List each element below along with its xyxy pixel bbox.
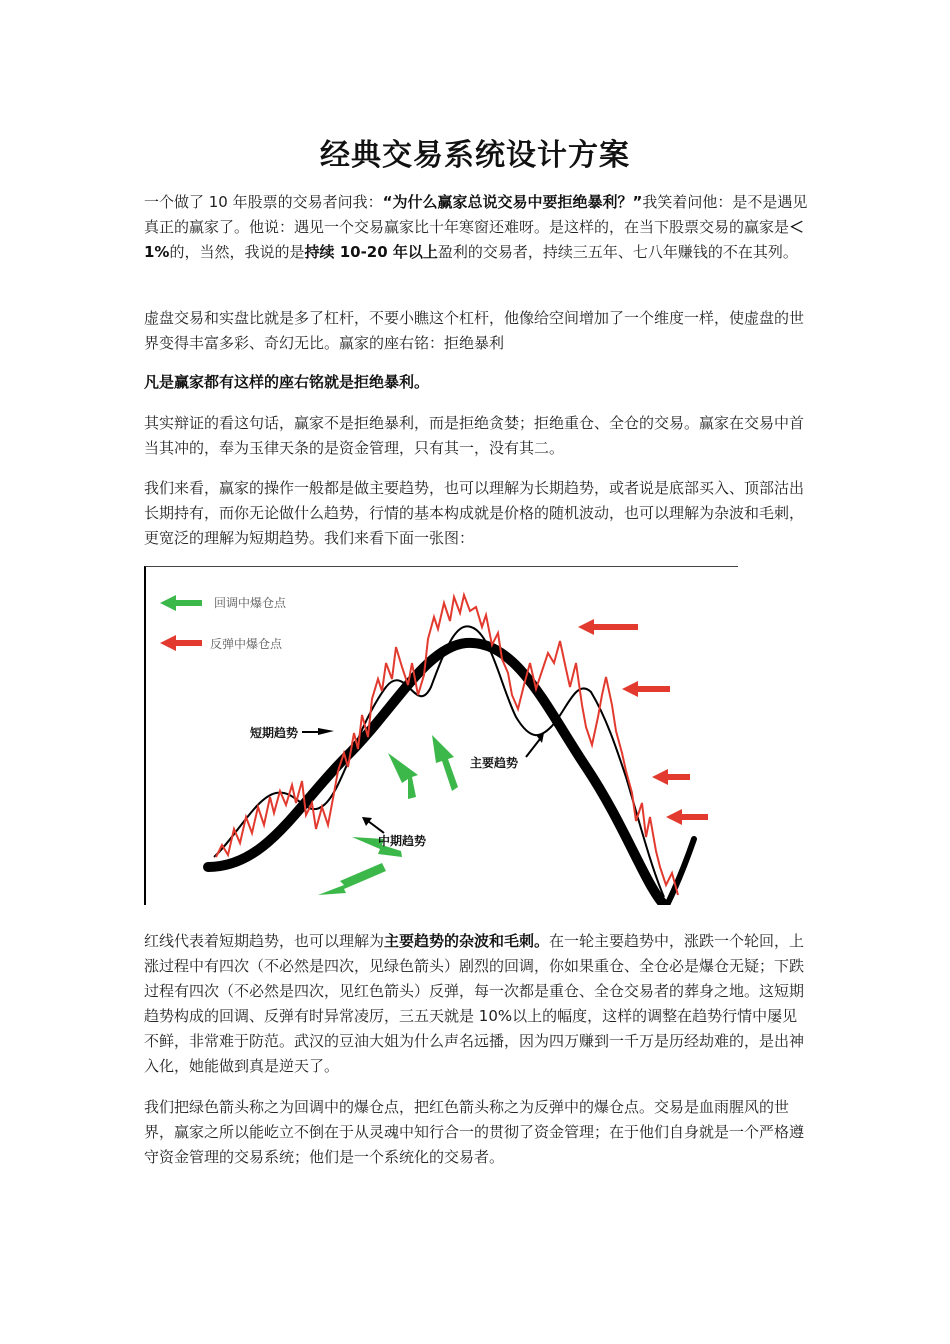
intro-bold-question: “为什么赢家总说交易中要拒绝暴利？” [382, 193, 643, 211]
trend-diagram [144, 566, 738, 905]
paragraph-leverage: 虚盘交易和实盘比就是多了杠杆，不要小瞧这个杠杆，他像给空间增加了一个维度一样，使虚盘的世界变得丰富多彩、奇幻无比。赢家的座右铭：拒绝暴利 [144, 309, 805, 352]
main-trend-pointer-line [526, 739, 540, 757]
main-trend-tail [666, 839, 694, 905]
mid-trend-pointer-line [368, 821, 384, 833]
legend-green [160, 595, 287, 611]
short-trend-pointer-icon [318, 728, 334, 735]
explanation-bold: 主要趋势的杂波和毛刺。 [384, 932, 550, 950]
legend-green-label: 回调中爆仓点 [214, 596, 287, 610]
green-arrow-icon [318, 863, 386, 895]
legend-red-arrow-icon [160, 635, 202, 651]
intro-text-4: 盈利的交易者，持续三五年、七八年赚钱的不在其列。 [437, 243, 798, 261]
paragraph-intro [144, 190, 810, 265]
mid-trend-pointer-icon [362, 817, 372, 826]
explanation-text-2: 在一轮主要趋势中，涨跌一个轮回，上涨过程中有四次（不必然是四次，见绿色箭头）剧烈的回调，你如果重仓、全仓必是爆仓无疑；下跌过程有四次（不必然是四次，见红色箭头）反弹，每一次都是重仓、全仓交易者的葬身之地。这短期趋势构成的回调、反弹有时异常凌厉，三五天就是 10%以上的幅度，这样的调整在趋势行情中屡见不鲜，非常难于防范。武汉的豆油大姐为什么声名远播，因为四万赚到一千万是历经劫难的，是出神入化，她能做到真是逆天了。 [144, 932, 805, 1075]
legend-red-label: 反弹中爆仓点 [210, 637, 283, 651]
red-arrow-icon [666, 809, 708, 825]
short-trend-line [216, 595, 678, 895]
intro-bold-percent: ＜1% [144, 218, 805, 261]
intro-text-2: 我笑着问他：是不是遇见真正的赢家了。他说：遇见一个交易赢家比十年寒窗还难呀。是这样的，在当下股票交易的赢家是 [144, 193, 808, 236]
green-arrow-icon [432, 735, 458, 791]
intro-text-3: 的，当然，我说的是 [169, 243, 305, 261]
red-arrow-icon [622, 681, 670, 697]
page-title: 经典交易系统设计方案 [320, 138, 630, 173]
intro-text-1: 一个做了 10 年股票的交易者问我： [144, 193, 383, 211]
red-arrow-icon [578, 619, 638, 635]
paragraph-explanation [144, 929, 810, 1079]
label-mid-trend: 中期趋势 [378, 834, 427, 848]
paragraph-conclusion: 我们把绿色箭头称之为回调中的爆仓点，把红色箭头称之为反弹中的爆仓点。交易是血雨腥风的世界，赢家之所以能屹立不倒在于从灵魂中知行合一的贯彻了资金管理；在于他们自身就是一个严格遵守资金管理的交易系统；他们是一个系统化的交易者。 [144, 1098, 805, 1166]
explanation-text-1: 红线代表着短期趋势，也可以理解为 [144, 932, 385, 950]
main-trend-line [208, 643, 666, 905]
label-short-trend: 短期趋势 [250, 726, 299, 740]
paragraph-trend: 我们来看，赢家的操作一般都是做主要趋势，也可以理解为长期趋势，或者说是底部买入、顶部沽出长期持有，而你无论做什么趋势，行情的基本构成就是价格的随机波动，也可以理解为杂波和毛刺，更宽泛的理解为短期趋势。我们来看下面一张图： [144, 479, 805, 547]
legend-green-arrow-icon [160, 595, 202, 611]
paragraph-dialectic: 其实辩证的看这句话，赢家不是拒绝暴利，而是拒绝贪婪；拒绝重仓、全仓的交易。赢家在交易中首当其冲的，奉为玉律天条的是资金管理，只有其一，没有其二。 [144, 414, 805, 457]
motto-bold: 凡是赢家都有这样的座右铭就是拒绝暴利。 [144, 373, 430, 391]
intro-bold-years: 持续 10-20 年以上 [304, 243, 438, 261]
green-arrow-icon [388, 753, 418, 799]
label-main-trend: 主要趋势 [470, 756, 519, 770]
legend-red [160, 635, 283, 651]
red-arrow-icon [652, 769, 690, 785]
trend-diagram-svg [146, 567, 738, 905]
paragraph-motto [144, 370, 810, 395]
